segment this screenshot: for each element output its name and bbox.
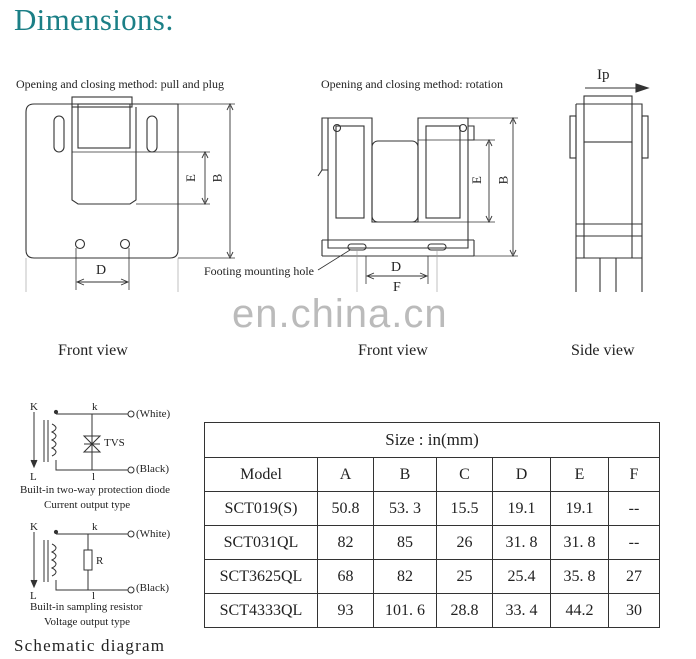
table-row: [205, 560, 660, 594]
table-cell: 35. 8: [551, 560, 609, 594]
sch-top-K: K: [30, 401, 38, 413]
table-cell: 93: [318, 594, 374, 628]
table-cell: SCT4333QL: [205, 594, 318, 628]
size-header: Size : in(mm): [205, 423, 660, 458]
table-cell: 19.1: [493, 492, 551, 526]
table-cell: 25.4: [493, 560, 551, 594]
sch-top-k: k: [92, 401, 98, 413]
col-header-a: A: [318, 458, 374, 492]
sch-bottom-white: (White): [136, 528, 171, 540]
middle-front-view-label: Front view: [358, 342, 428, 359]
sch-top-L: L: [30, 471, 37, 483]
table-cell: 31. 8: [551, 526, 609, 560]
sch-top-component: TVS: [104, 437, 125, 449]
side-view-drawing: [570, 84, 648, 292]
col-header-c: C: [437, 458, 493, 492]
middle-dim-d-label: D: [391, 260, 402, 275]
col-header-e: E: [551, 458, 609, 492]
col-header-b: B: [374, 458, 437, 492]
middle-view-caption: Opening and closing method: rotation: [321, 77, 503, 91]
sch-top-l: l: [92, 471, 96, 483]
side-view-label: Side view: [571, 342, 635, 359]
table-cell: 28.8: [437, 594, 493, 628]
table-row: [205, 526, 660, 560]
table-cell: 27: [609, 560, 660, 594]
middle-dim-f-label: F: [393, 280, 401, 295]
page-title: Dimensions:: [14, 2, 175, 37]
sch-bottom-caption2: Voltage output type: [44, 616, 130, 628]
table-cell: --: [609, 526, 660, 560]
table-cell: SCT019(S): [205, 492, 318, 526]
table-cell: 19.1: [551, 492, 609, 526]
sch-top-white: (White): [136, 408, 171, 420]
table-cell: 53. 3: [374, 492, 437, 526]
table-cell: SCT3625QL: [205, 560, 318, 594]
left-front-view-drawing: [26, 97, 235, 292]
table-cell: 25: [437, 560, 493, 594]
sch-bottom-K: K: [30, 521, 38, 533]
watermark: en.china.cn: [232, 292, 448, 336]
table-cell: 31. 8: [493, 526, 551, 560]
left-front-view-label: Front view: [58, 342, 128, 359]
table-cell: 44.2: [551, 594, 609, 628]
sch-bottom-l: l: [92, 590, 96, 602]
left-dim-b-label: B: [209, 173, 225, 183]
table-cell: 82: [318, 526, 374, 560]
col-header-f: F: [609, 458, 660, 492]
sch-bottom-L: L: [30, 590, 37, 602]
table-cell: 82: [374, 560, 437, 594]
left-dim-e-label: E: [182, 174, 198, 182]
sch-bottom-black: (Black): [136, 582, 169, 594]
col-header-d: D: [493, 458, 551, 492]
table-cell: 33. 4: [493, 594, 551, 628]
table-cell: 26: [437, 526, 493, 560]
col-header-model: Model: [205, 458, 318, 492]
table-cell: 50.8: [318, 492, 374, 526]
sch-bottom-component: R: [96, 555, 104, 567]
table-cell: 15.5: [437, 492, 493, 526]
middle-front-view-drawing: [318, 118, 518, 292]
sch-bottom-caption1: Built-in sampling resistor: [30, 601, 143, 613]
sch-top-caption2: Current output type: [44, 499, 131, 511]
table-cell: 30: [609, 594, 660, 628]
sch-top-black: (Black): [136, 463, 169, 475]
dimensions-table: [204, 422, 660, 628]
schematic-bottom-drawing: [31, 530, 134, 593]
left-dim-d-label: D: [96, 263, 107, 278]
sch-bottom-k: k: [92, 521, 98, 533]
table-cell: 101. 6: [374, 594, 437, 628]
table-header-row: [205, 458, 660, 492]
footing-mounting-hole-label: Footing mounting hole: [204, 264, 315, 278]
table-cell: --: [609, 492, 660, 526]
table-cell: 85: [374, 526, 437, 560]
table-cell: 68: [318, 560, 374, 594]
table-cell: SCT031QL: [205, 526, 318, 560]
ip-label: Ip: [597, 67, 610, 83]
schematic-title: Schematic diagram: [14, 636, 166, 655]
table-row: [205, 492, 660, 526]
left-view-caption: Opening and closing method: pull and plug: [16, 77, 224, 91]
middle-dim-e-label: E: [468, 176, 484, 184]
middle-dim-b-label: B: [495, 175, 511, 185]
sch-top-caption1: Built-in two-way protection diode: [20, 484, 170, 496]
table-row: [205, 594, 660, 628]
